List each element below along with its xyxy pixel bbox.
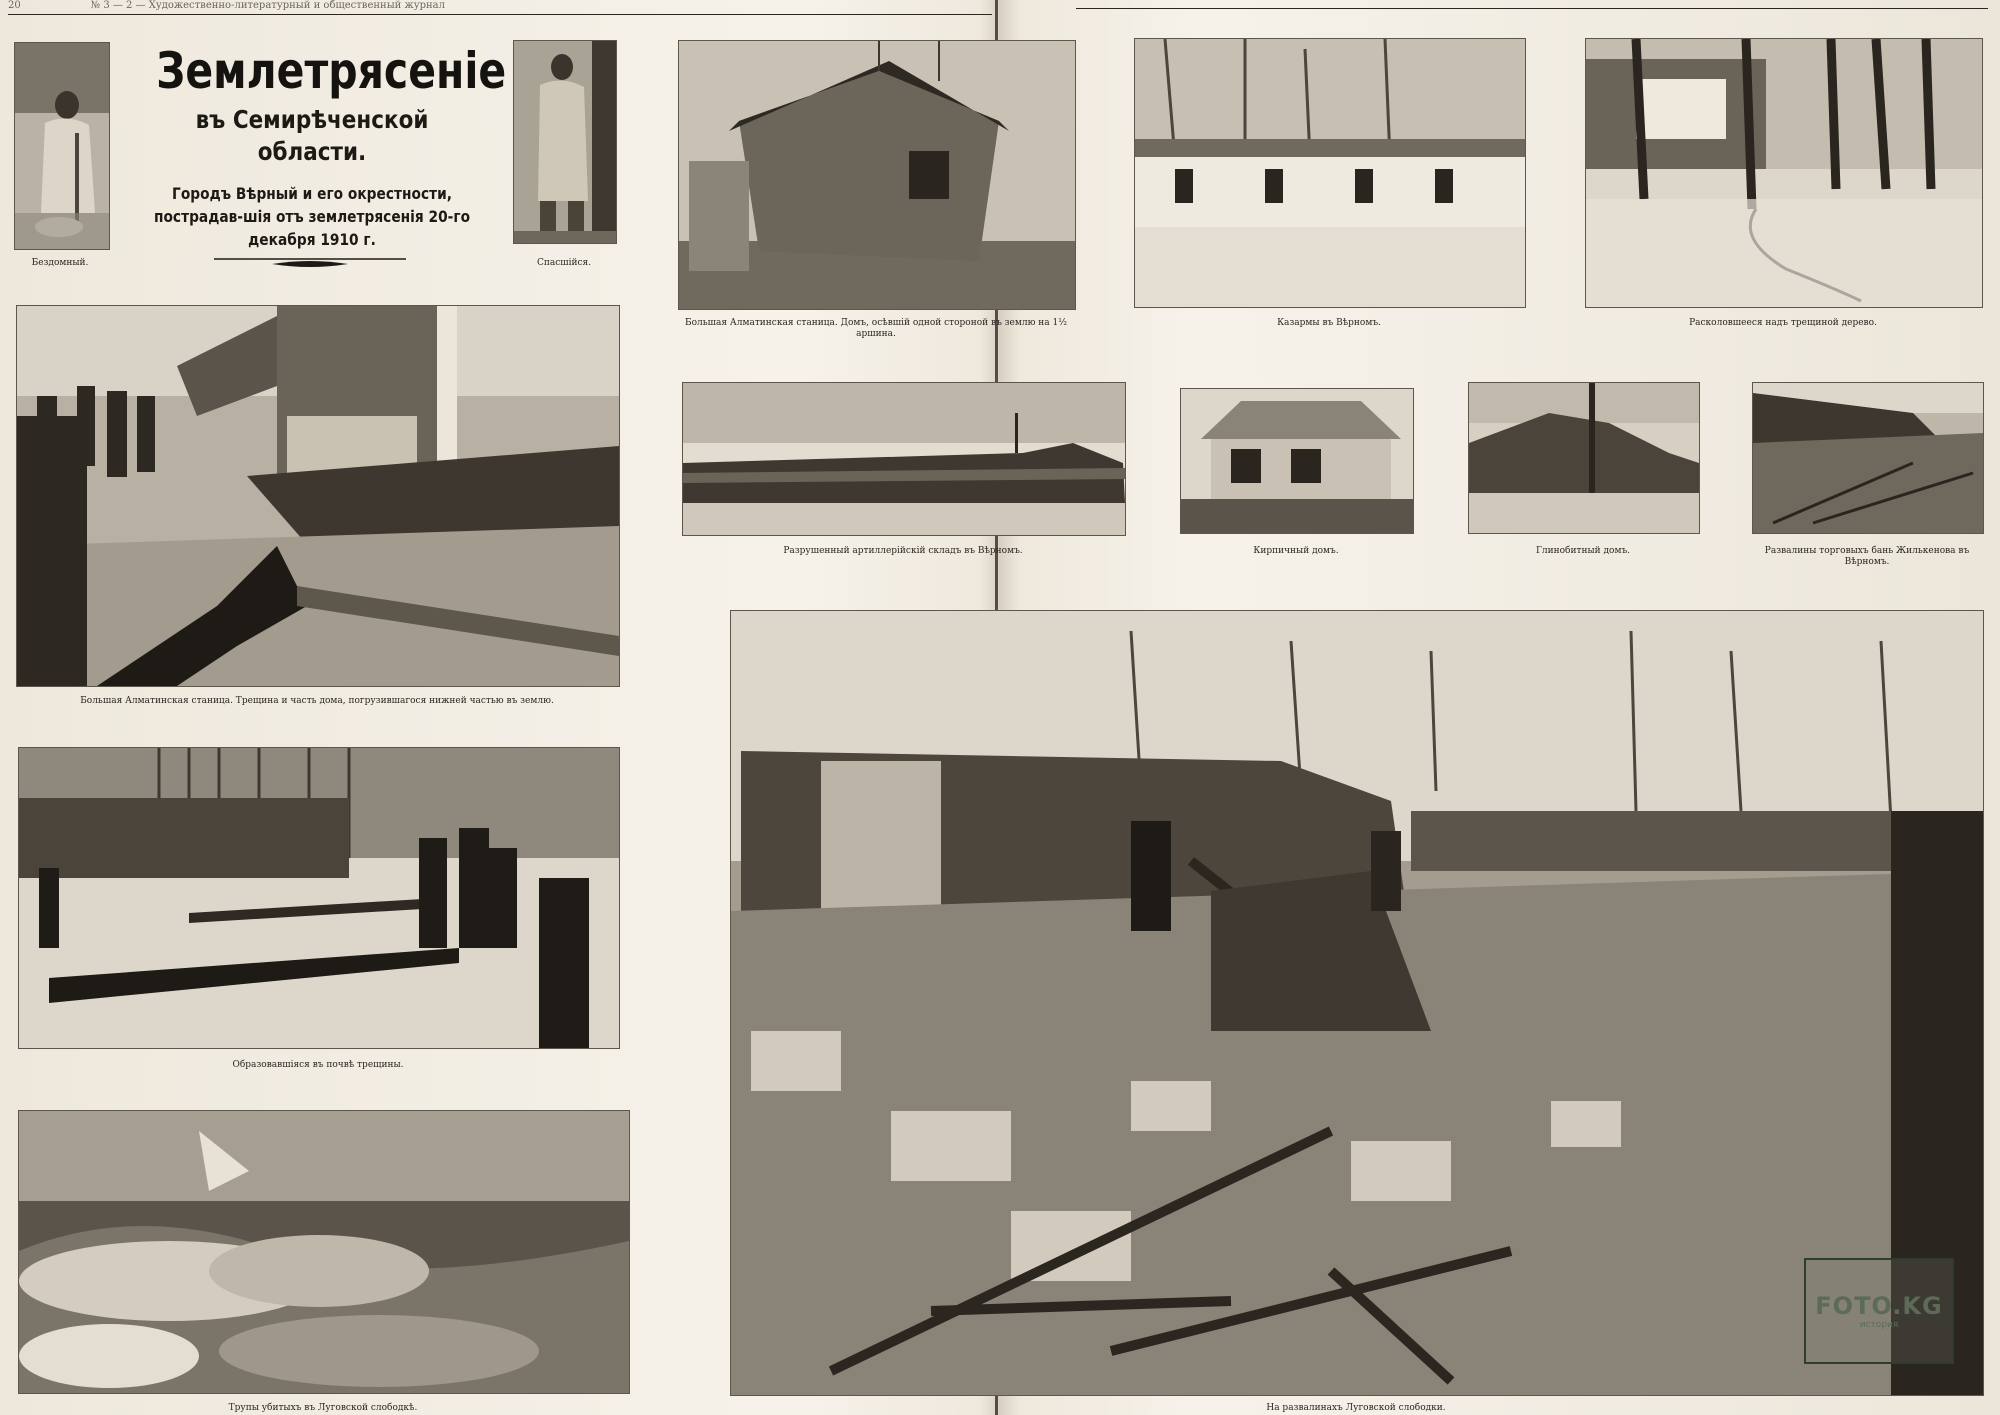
caption-spasshiysya: Спасшійся. — [536, 258, 592, 268]
photo-artillery — [682, 382, 1126, 536]
photo-barracks — [1134, 38, 1526, 308]
caption-ruins-lugovskaya: На развалинахъ Луговской слободки. — [1266, 1403, 1446, 1413]
caption-brick-house: Кирпичный домъ. — [1253, 546, 1339, 556]
photo-split-tree — [1585, 38, 1983, 308]
article-title-block — [122, 40, 507, 251]
caption-barracks: Казармы въ Вѣрномъ. — [1277, 318, 1381, 328]
photo-spasshiysya — [513, 40, 617, 244]
running-head-left — [8, 0, 988, 14]
header-rule-left — [8, 14, 992, 15]
running-head-text: № 3 — 2 — Художественно-литературный и общественный журнал — [90, 0, 445, 11]
photo-brick-house — [1180, 388, 1414, 534]
caption-artillery: Разрушенный артиллерійскій складъ въ Вѣрномъ. — [783, 546, 1023, 556]
photo-ruins-lugovskaya — [730, 610, 1984, 1396]
photo-soil-cracks — [18, 747, 620, 1049]
article-subtitle: въ Семирѣченской области. — [195, 105, 429, 166]
watermark-text: FOTO.KG — [1815, 1292, 1943, 1320]
caption-almaty-crack: Большая Алматинская станица. Трещина и часть дома, погрузившагося нижней частью въ землю. — [80, 696, 554, 706]
photo-almaty-crack — [16, 305, 620, 687]
article-title: Землетрясеніе — [156, 42, 507, 100]
header-rule-right — [1076, 8, 1988, 9]
caption-almaty-house: Большая Алматинская станица. Домъ, осѣвшій одной стороной въ землю на 1½ аршина. — [685, 318, 1067, 339]
photo-bodies — [18, 1110, 630, 1394]
article-description: Городъ Вѣрный и его окрестности, пострадав-шія отъ землетрясенія 20-го декабря 1910 г. — [153, 184, 471, 249]
photo-adobe-house — [1468, 382, 1700, 534]
title-flourish — [212, 256, 408, 270]
watermark-logo — [1804, 1258, 1954, 1364]
page-number: 20 — [8, 0, 21, 11]
caption-soil-cracks: Образовавшіяся въ почвѣ трещины. — [232, 1060, 404, 1070]
caption-bodies: Трупы убитыхъ въ Луговской слободкѣ. — [228, 1403, 418, 1413]
caption-adobe-house: Глинобитный домъ. — [1535, 546, 1631, 556]
caption-shops-ruins: Развалины торговыхъ бань Жилькенова въ Вѣрномъ. — [1764, 546, 1970, 567]
caption-split-tree: Расколовшееся надъ трещиной дерево. — [1689, 318, 1877, 328]
watermark-subtext: история — [1859, 1320, 1899, 1330]
photo-bezdomny — [14, 42, 110, 250]
caption-bezdomny: Бездомный. — [31, 258, 89, 268]
photo-shops-ruins — [1752, 382, 1984, 534]
photo-almaty-house — [678, 40, 1076, 310]
